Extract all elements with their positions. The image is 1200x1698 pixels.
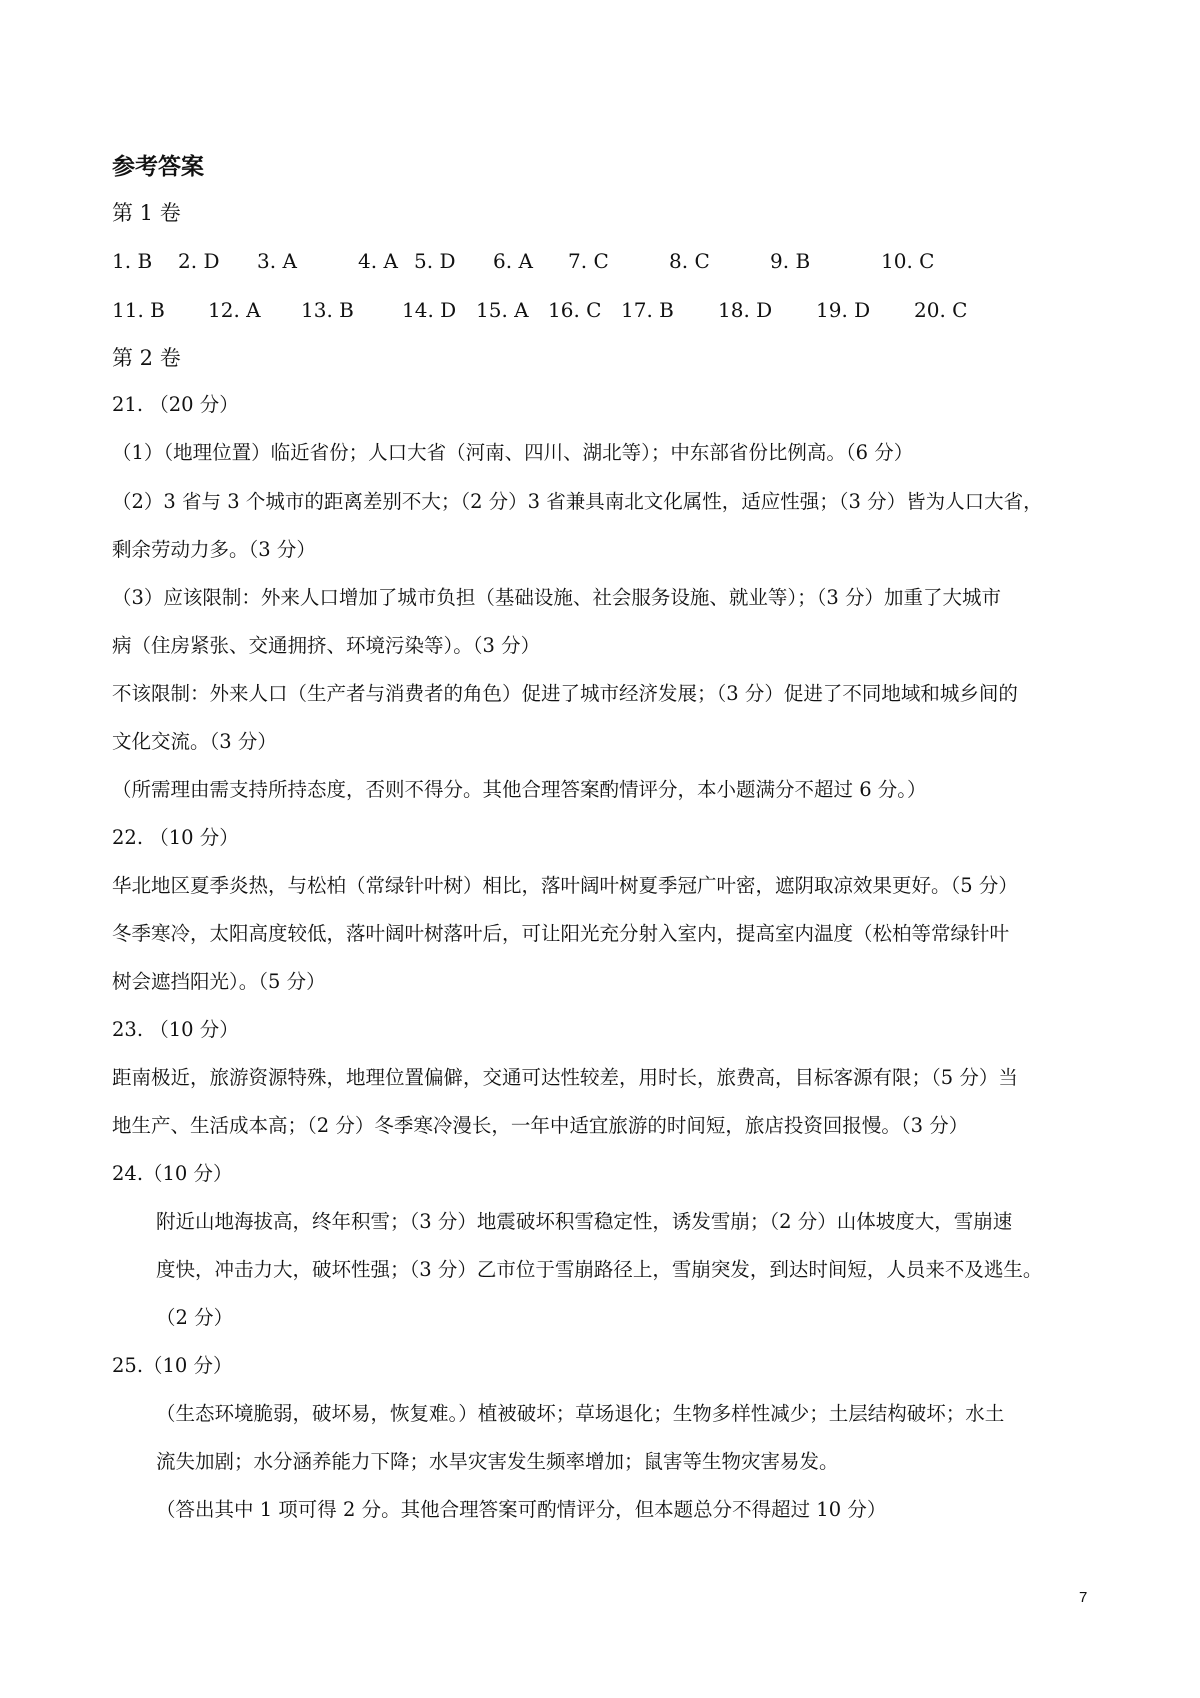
q25-line: （答出其中 1 项可得 2 分。其他合理答案可酌情评分，但本题总分不得超过 10 分） — [156, 1498, 887, 1521]
q24-line: （2 分） — [156, 1306, 234, 1329]
q21-line: 文化交流。（3 分） — [112, 730, 277, 753]
q21-line: （2）3 省与 3 个城市的距离差别不大；（2 分）3 省兼具南北文化属性，适应性强；（3 分）皆为人口大省， — [112, 490, 1043, 513]
answer-item: 16. C — [548, 298, 602, 322]
q24-line: 附近山地海拔高，终年积雪；（3 分）地震破坏积雪稳定性，诱发雪崩；（2 分）山体坡度大，雪崩速 — [156, 1210, 1013, 1233]
answer-item: 3. A — [257, 249, 297, 273]
q21-line: 剩余劳动力多。（3 分） — [112, 538, 316, 561]
q21-line: （3）应该限制：外来人口增加了城市负担（基础设施、社会服务设施、就业等）；（3 分）加重了大城市 — [112, 586, 1002, 609]
answer-item: 4. A — [358, 249, 398, 273]
q21-line: （所需理由需支持所持态度，否则不得分。其他合理答案酌情评分，本小题满分不超过 6 分。） — [112, 778, 927, 801]
answer-item: 19. D — [816, 298, 871, 322]
q24-line: 度快，冲击力大，破坏性强；（3 分）乙市位于雪崩路径上，雪崩突发，到达时间短，人员来不及逃生。 — [156, 1258, 1043, 1281]
q25-header: 25.（10 分） — [112, 1354, 233, 1377]
answer-item: 10. C — [881, 249, 935, 273]
answer-item: 15. A — [476, 298, 529, 322]
q22-line: 冬季寒冷，太阳高度较低，落叶阔叶树落叶后，可让阳光充分射入室内，提高室内温度（松柏等常绿针叶 — [112, 922, 1010, 945]
answer-item: 13. B — [301, 298, 354, 322]
q21-line: 不该限制：外来人口（生产者与消费者的角色）促进了城市经济发展；（3 分）促进了不同地域和城乡间的 — [112, 682, 1018, 705]
page-title: 参考答案 — [112, 154, 204, 180]
q23-line: 地生产、生活成本高；（2 分）冬季寒冷漫长，一年中适宜旅游的时间短，旅店投资回报慢。（3 分） — [112, 1114, 969, 1137]
part1-heading: 第 1 卷 — [112, 201, 181, 225]
part2-heading: 第 2 卷 — [112, 346, 181, 370]
answer-item: 7. C — [568, 249, 609, 273]
q23-line: 距南极近，旅游资源特殊，地理位置偏僻，交通可达性较差，用时长，旅费高，目标客源有限；（5 分）当 — [112, 1066, 1018, 1089]
q21-line: （1）（地理位置）临近省份；人口大省（河南、四川、湖北等）；中东部省份比例高。（6 分） — [112, 441, 914, 464]
q22-line: 树会遮挡阳光）。（5 分） — [112, 970, 326, 993]
answer-item: 9. B — [770, 249, 811, 273]
answer-item: 6. A — [493, 249, 533, 273]
answer-item: 8. C — [669, 249, 710, 273]
q22-line: 华北地区夏季炎热，与松柏（常绿针叶树）相比，落叶阔叶树夏季冠广叶密，遮阴取凉效果更好。（5 分） — [112, 874, 1018, 897]
q23-header: 23. （10 分） — [112, 1018, 239, 1041]
answer-item: 11. B — [112, 298, 165, 322]
answer-item: 12. A — [208, 298, 261, 322]
answer-item: 18. D — [718, 298, 773, 322]
answer-item: 1. B — [112, 249, 153, 273]
answer-item: 5. D — [414, 249, 456, 273]
answer-item: 2. D — [178, 249, 220, 273]
q25-line: 流失加剧；水分涵养能力下降；水旱灾害发生频率增加；鼠害等生物灾害易发。 — [156, 1450, 839, 1473]
q24-header: 24.（10 分） — [112, 1162, 233, 1185]
answer-item: 17. B — [621, 298, 674, 322]
q25-line: （生态环境脆弱，破坏易，恢复难。）植被破坏；草场退化；生物多样性减少；土层结构破坏；水土 — [156, 1402, 1005, 1425]
q22-header: 22. （10 分） — [112, 826, 239, 849]
q21-line: 病（住房紧张、交通拥挤、环境污染等）。（3 分） — [112, 634, 541, 657]
q21-header: 21. （20 分） — [112, 393, 239, 416]
answer-item: 20. C — [914, 298, 968, 322]
answer-item: 14. D — [402, 298, 457, 322]
page-number: 7 — [1079, 1589, 1088, 1606]
